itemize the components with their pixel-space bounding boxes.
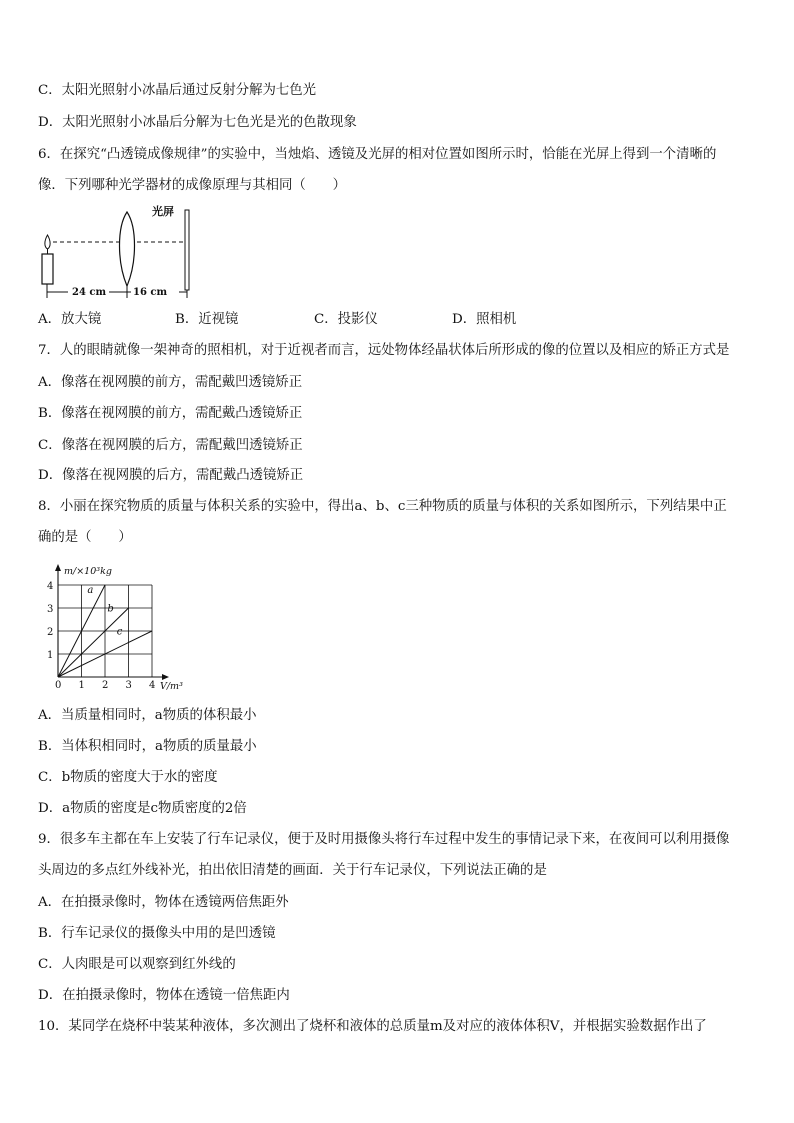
candle-flame: [45, 235, 50, 249]
y-tick-label: 3: [47, 604, 54, 615]
q6-option-d: D．照相机: [452, 312, 517, 327]
q9-stem-line2: 头周边的多点红外线补光，拍出依旧清楚的画面．关于行车记录仪，下列说法正确的是: [38, 863, 547, 878]
q8-option-a: A．当质量相同时，a物质的体积最小: [38, 708, 257, 723]
convex-lens: [120, 212, 135, 286]
candle-body: [42, 254, 53, 284]
distance-right-label: 16 cm: [133, 287, 168, 298]
y-axis-arrow: [55, 564, 61, 571]
x-axis-label: V/m³: [160, 681, 183, 692]
q7-option-d: D．像落在视网膜的后方，需配戴凸透镜矫正: [38, 468, 304, 483]
q8-stem-line1: 8．小丽在探究物质的质量与体积关系的实验中，得出a、b、c三种物质的质量与体积的关系如图所示，下列结果中正: [38, 499, 727, 514]
mass-volume-graph: [38, 560, 198, 695]
series-line-b: [58, 608, 129, 677]
q7-option-a: A．像落在视网膜的前方，需配戴凹透镜矫正: [38, 375, 303, 390]
x-tick-label: 3: [125, 680, 132, 691]
q7-stem: 7．人的眼睛就像一架神奇的照相机，对于近视者而言，远处物体经晶状体后所形成的像的位置以及相应的矫正方式是: [38, 343, 730, 358]
q8-option-b: B．当体积相同时，a物质的质量最小: [38, 739, 257, 754]
q5-option-d: D．太阳光照射小冰晶后分解为七色光是光的色散现象: [38, 115, 357, 130]
q6-stem-line2: 像．下列哪种光学器材的成像原理与其相同（ ）: [38, 178, 346, 193]
q9-option-b: B．行车记录仪的摄像头中用的是凹透镜: [38, 926, 276, 941]
lens-experiment-figure: [38, 202, 198, 302]
y-tick-label: 2: [47, 627, 54, 638]
q8-option-d: D．a物质的密度是c物质密度的2倍: [38, 801, 247, 816]
x-tick-label: 4: [149, 680, 156, 691]
q8-stem-line2: 确的是（ ）: [38, 530, 132, 545]
q6-option-b: B．近视镜: [175, 312, 239, 327]
y-tick-label: 4: [47, 581, 54, 592]
screen-label: 光屏: [152, 205, 174, 218]
q8-option-c: C．b物质的密度大于水的密度: [38, 770, 218, 785]
distance-left-label: 24 cm: [72, 287, 107, 298]
x-tick-label: 2: [102, 680, 109, 691]
q9-option-d: D．在拍摄录像时，物体在透镜一倍焦距内: [38, 988, 290, 1003]
q9-option-a: A．在拍摄录像时，物体在透镜两倍焦距外: [38, 895, 289, 910]
origin-label: 0: [55, 680, 62, 691]
q6-option-a: A．放大镜: [38, 312, 102, 327]
x-tick-label: 1: [78, 680, 85, 691]
q9-stem-line1: 9．很多车主都在车上安装了行车记录仪，便于及时用摄像头将行车过程中发生的事情记录下来，在夜间可以利用摄像: [38, 832, 730, 847]
series-label-b: b: [107, 603, 114, 615]
q6-stem-line1: 6．在探究“凸透镜成像规律”的实验中，当烛焰、透镜及光屏的相对位置如图所示时，恰能在光屏上得到一个清晰的: [38, 147, 717, 162]
y-tick-label: 1: [47, 650, 54, 661]
q5-option-c: C．太阳光照射小冰晶后通过反射分解为七色光: [38, 83, 317, 98]
series-label-a: a: [87, 585, 94, 597]
series-label-c: c: [116, 626, 123, 638]
q7-option-b: B．像落在视网膜的前方，需配戴凸透镜矫正: [38, 406, 303, 421]
y-axis-label: m/×10³kg: [64, 566, 112, 577]
light-screen: [185, 210, 189, 290]
q9-option-c: C．人肉眼是可以观察到红外线的: [38, 957, 236, 972]
x-axis-arrow: [162, 674, 169, 680]
q6-option-c: C．投影仪: [314, 312, 378, 327]
q10-stem: 10．某同学在烧杯中装某种液体，多次测出了烧杯和液体的总质量m及对应的液体体积V，并根据实验数据作出了: [38, 1019, 707, 1034]
q7-option-c: C．像落在视网膜的后方，需配戴凹透镜矫正: [38, 438, 303, 453]
